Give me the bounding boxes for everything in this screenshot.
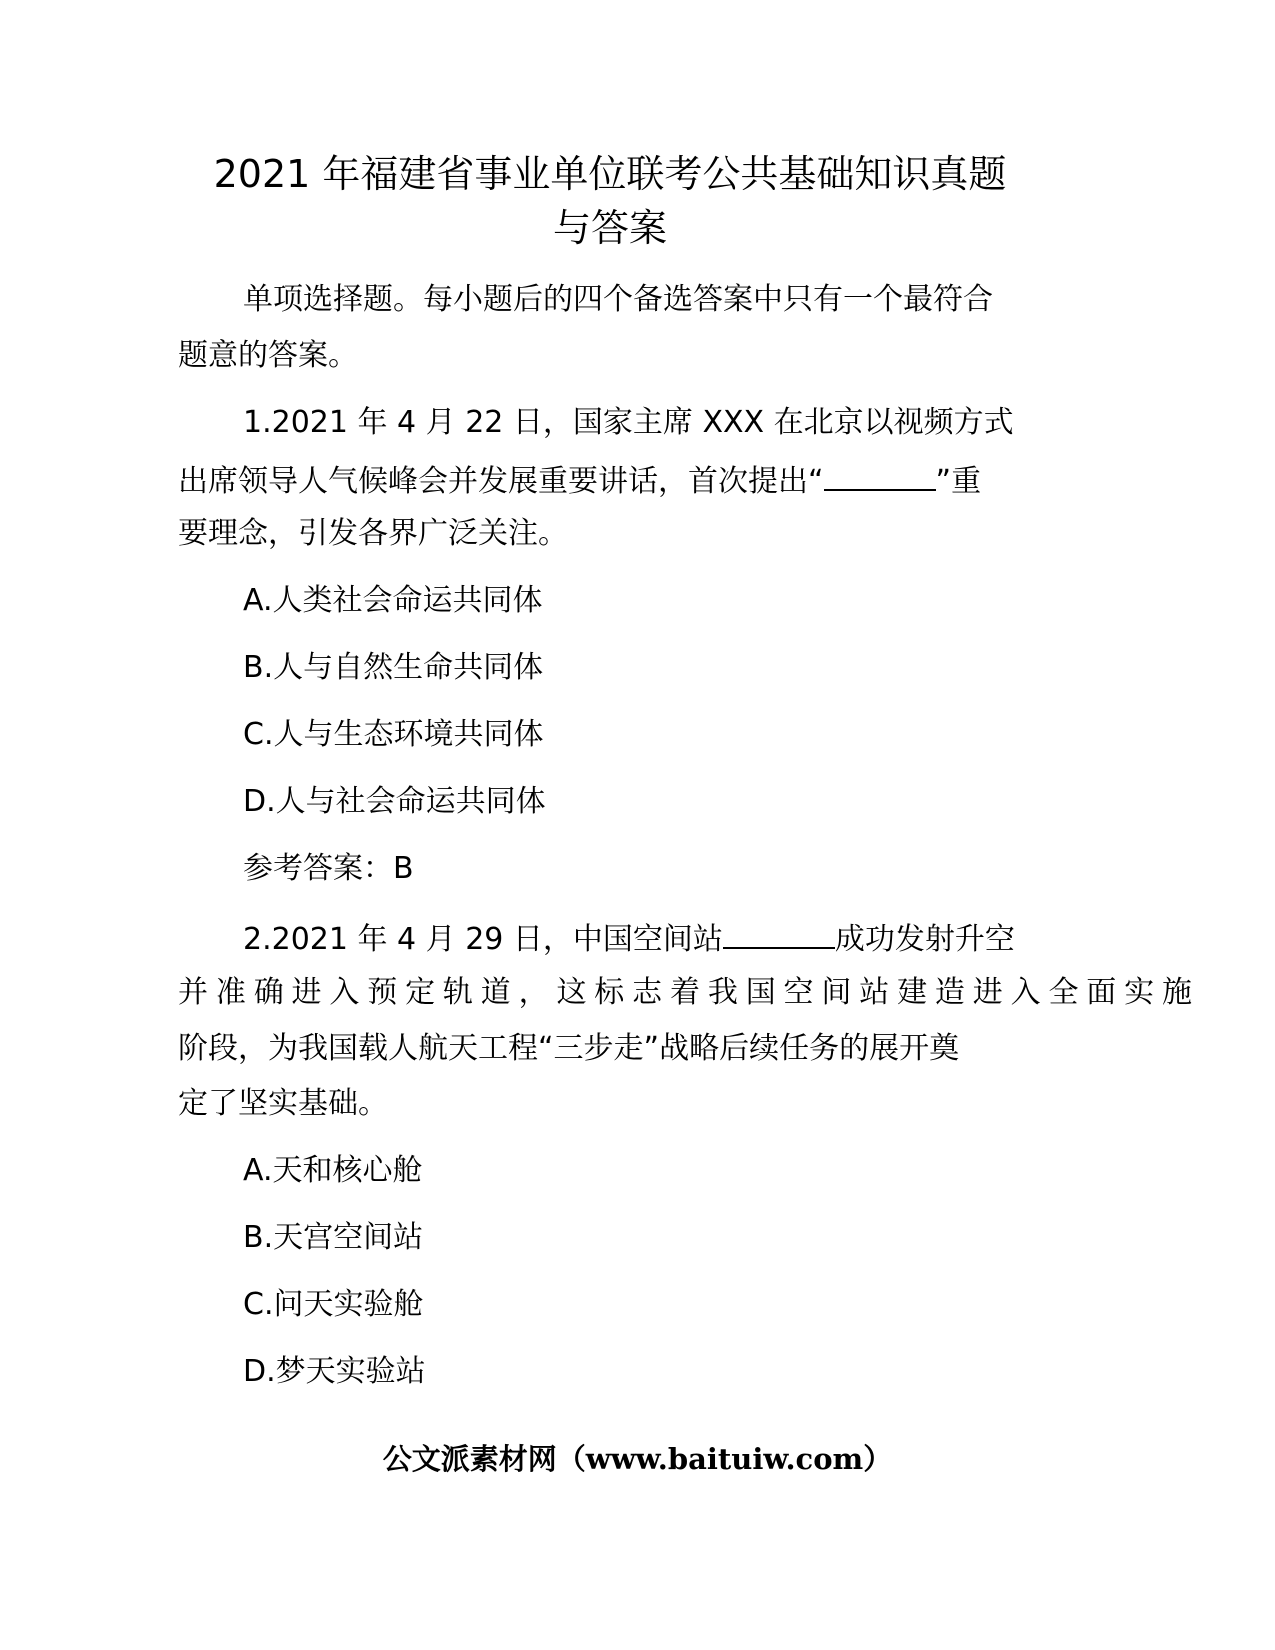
question-1-line-1: 1.2021 年 4 月 22 日，国家主席 XXX 在北京以视频方式 <box>243 405 1014 440</box>
question-2-option-a: A.天和核心舱 <box>243 1153 423 1188</box>
question-2-line-3: 阶段，为我国载人航天工程“三步走”战略后续任务的展开奠 <box>178 1031 960 1066</box>
question-1-line-3: 要理念，引发各界广泛关注。 <box>178 516 568 551</box>
question-1-answer: 参考答案：B <box>243 851 414 886</box>
page-footer: 公文派素材网（www.baituiw.com） <box>382 1442 893 1476</box>
question-1-option-c: C.人与生态环境共同体 <box>243 717 544 752</box>
question-1-option-d: D.人与社会命运共同体 <box>243 784 546 819</box>
question-2-answer-blank <box>723 917 835 949</box>
question-1-answer-blank <box>824 459 936 491</box>
question-1-line-2-text: 出席领导人气候峰会并发展重要讲话，首次提出“ <box>178 464 824 499</box>
question-2-option-b: B.天宫空间站 <box>243 1220 424 1255</box>
question-1-option-b: B.人与自然生命共同体 <box>243 650 544 685</box>
question-2-line-1-tail: 成功发射升空 <box>834 922 1015 957</box>
question-2-line-2: 并准确进入预定轨道，这标志着我国空间站建造进入全面实施 <box>178 975 1192 1010</box>
question-2-line-1 <box>243 917 1015 960</box>
question-2-option-d: D.梦天实验站 <box>243 1354 426 1389</box>
question-1-line-2-tail: ”重 <box>935 464 982 499</box>
document-title-line-2: 与答案 <box>552 206 667 250</box>
question-1-line-2 <box>178 459 981 502</box>
question-2-option-c: C.问天实验舱 <box>243 1287 424 1322</box>
question-1-option-a: A.人类社会命运共同体 <box>243 583 543 618</box>
question-2-line-4: 定了坚实基础。 <box>178 1086 388 1121</box>
question-2-line-1-text: 2.2021 年 4 月 29 日，中国空间站 <box>243 922 723 957</box>
document-title-line-1: 2021 年福建省事业单位联考公共基础知识真题 <box>213 152 1007 196</box>
intro-line-1: 单项选择题。每小题后的四个备选答案中只有一个最符合 <box>243 282 993 317</box>
intro-line-2: 题意的答案。 <box>178 338 358 373</box>
